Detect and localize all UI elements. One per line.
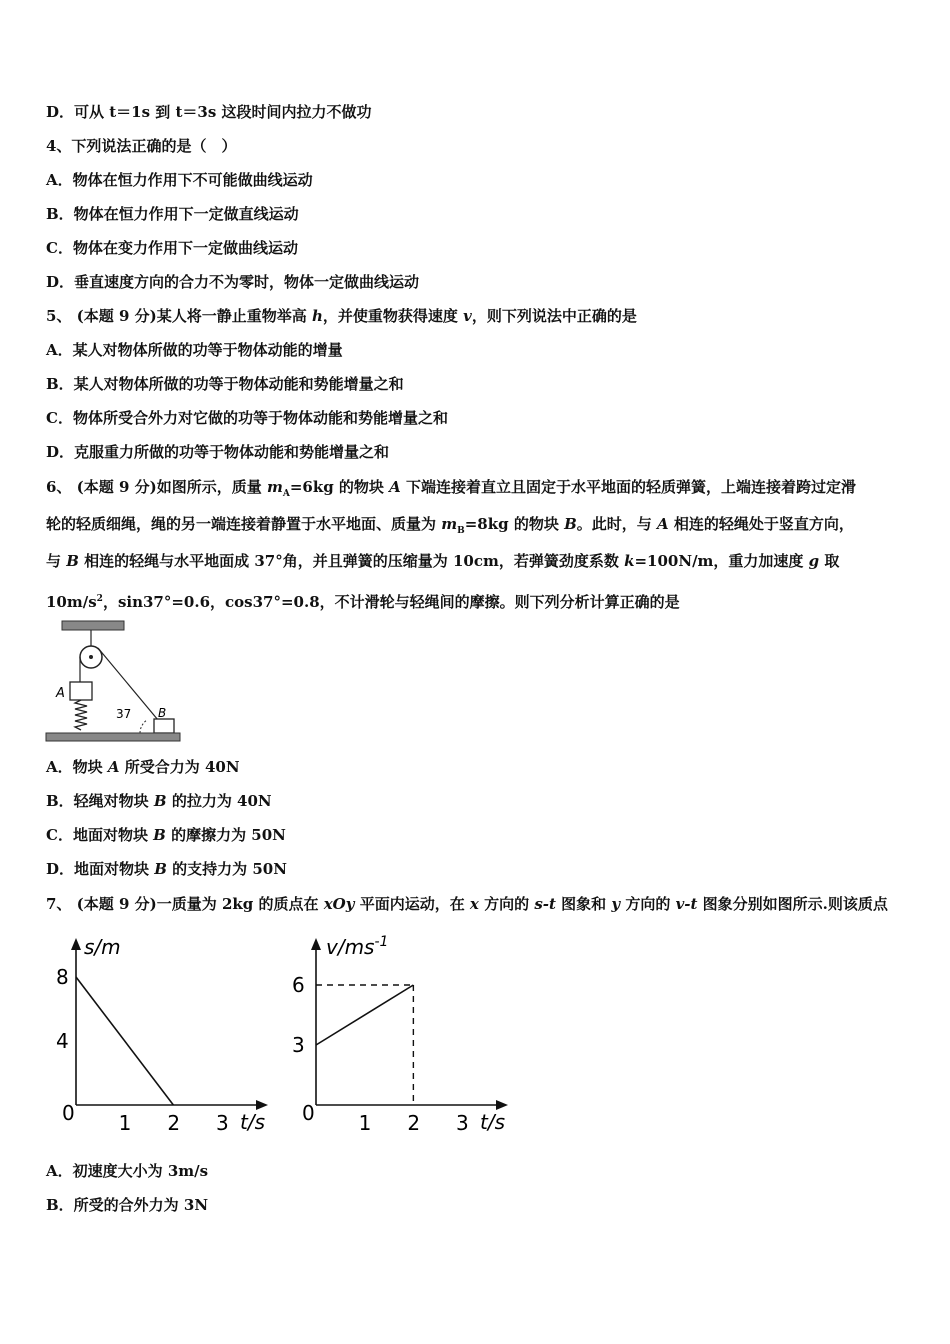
vt-y-tick-6: 6 [292, 973, 305, 997]
vt-x-label: t/s [480, 1110, 505, 1134]
q4-option-b: B．物体在恒力作用下一定做直线运动 [46, 205, 299, 223]
ceiling [62, 621, 124, 630]
st-chart [46, 930, 276, 1140]
st-x-tick-1: 1 [118, 1111, 132, 1135]
spring [75, 700, 87, 730]
st-y-tick-4: 4 [56, 1029, 69, 1053]
q6-option-d: D．地面对物块 B 的支持力为 50N [46, 860, 287, 878]
vt-y-label: $v/ms^{-1}$ [326, 934, 389, 959]
label-a: A [56, 686, 65, 701]
pulley-axle [89, 655, 93, 659]
vt-x-tick-2: 2 [407, 1111, 421, 1135]
q6-stem-line1: 6、 (本题 9 分)如图所示，质量 $m_A=6kg$ 的物块 A 下端连接着直立且固定于水平地面的轻质弹簧，上端连接着跨过定滑 [46, 478, 857, 499]
vt-chart [290, 930, 520, 1140]
vt-series-line [316, 985, 413, 1045]
vt-x-tick-3: 3 [456, 1111, 469, 1135]
q4-option-d: D．垂直速度方向的合力不为零时，物体一定做曲线运动 [46, 273, 420, 291]
angle-label: 37 [116, 707, 132, 721]
vt-x-arrow [496, 1100, 508, 1110]
q4-option-c: C．物体在变力作用下一定做曲线运动 [46, 239, 298, 257]
block-a [70, 682, 92, 700]
st-y-label: s/m [84, 935, 121, 959]
q5-option-c: C．物体所受合外力对它做的功等于物体动能和势能增量之和 [46, 409, 448, 427]
q6-stem-line2: 轮的轻质细绳，绳的另一端连接着静置于水平地面、质量为 $m_B=8kg$ 的物块 B。此时，与 A 相连的轻绳处于竖直方向， [46, 515, 854, 536]
q6-option-b: B．轻绳对物块 B 的拉力为 40N [46, 792, 272, 810]
ground [46, 733, 180, 741]
q5-option-a: A．某人对物体所做的功等于物体动能的增量 [46, 341, 343, 359]
q6-stem-line4: $10m/s^2$，sin37°=0.6，cos37°=0.8，不计滑轮与轻绳间的摩擦。则下列分析计算正确的是 [46, 593, 680, 611]
st-x-tick-0: 0 [62, 1101, 75, 1125]
q4-stem: 4、下列说法正确的是（ ） [46, 137, 237, 155]
vt-x-tick-1: 1 [358, 1111, 372, 1135]
st-y-tick-8: 8 [56, 965, 69, 989]
q7-option-b: B．所受的合外力为 3N [46, 1196, 209, 1214]
q5-stem: 5、 (本题 9 分)某人将一静止重物举高 h，并使重物获得速度 v，则下列说法中正确的是 [46, 307, 637, 325]
q4-option-a: A．物体在恒力作用下不可能做曲线运动 [46, 171, 313, 189]
label-b: B [158, 706, 167, 720]
st-series-line [76, 977, 173, 1105]
q6-figure [44, 618, 184, 746]
st-x-arrow [256, 1100, 268, 1110]
st-x-label: t/s [240, 1110, 265, 1134]
q6-stem-line3: 与 B 相连的轻绳与水平地面成 37°角，并且弹簧的压缩量为 10cm，若弹簧劲度系数 k=100N/m，重力加速度 g 取 [46, 552, 840, 570]
angle-arc [140, 720, 147, 733]
block-b [154, 719, 174, 733]
vt-y-arrow [311, 938, 321, 950]
q5-option-d: D．克服重力所做的功等于物体动能和势能增量之和 [46, 443, 390, 461]
vt-x-tick-0: 0 [302, 1101, 315, 1125]
q3-option-d: D．可从 t＝1s 到 t＝3s 这段时间内拉力不做功 [46, 103, 372, 121]
q7-option-a: A．初速度大小为 3m/s [46, 1162, 209, 1180]
q5-option-b: B．某人对物体所做的功等于物体动能和势能增量之和 [46, 375, 404, 393]
st-x-tick-2: 2 [167, 1111, 181, 1135]
q6-option-a: A．物块 A 所受合力为 40N [46, 758, 240, 776]
st-y-arrow [71, 938, 81, 950]
st-x-tick-3: 3 [216, 1111, 229, 1135]
q7-stem: 7、 (本题 9 分)一质量为 2kg 的质点在 xOy 平面内运动，在 x 方向的 s-t 图象和 y 方向的 v-t 图象分别如图所示.则该质点 [46, 895, 888, 913]
vt-y-tick-3: 3 [292, 1033, 305, 1057]
q6-option-c: C．地面对物块 B 的摩擦力为 50N [46, 826, 286, 844]
